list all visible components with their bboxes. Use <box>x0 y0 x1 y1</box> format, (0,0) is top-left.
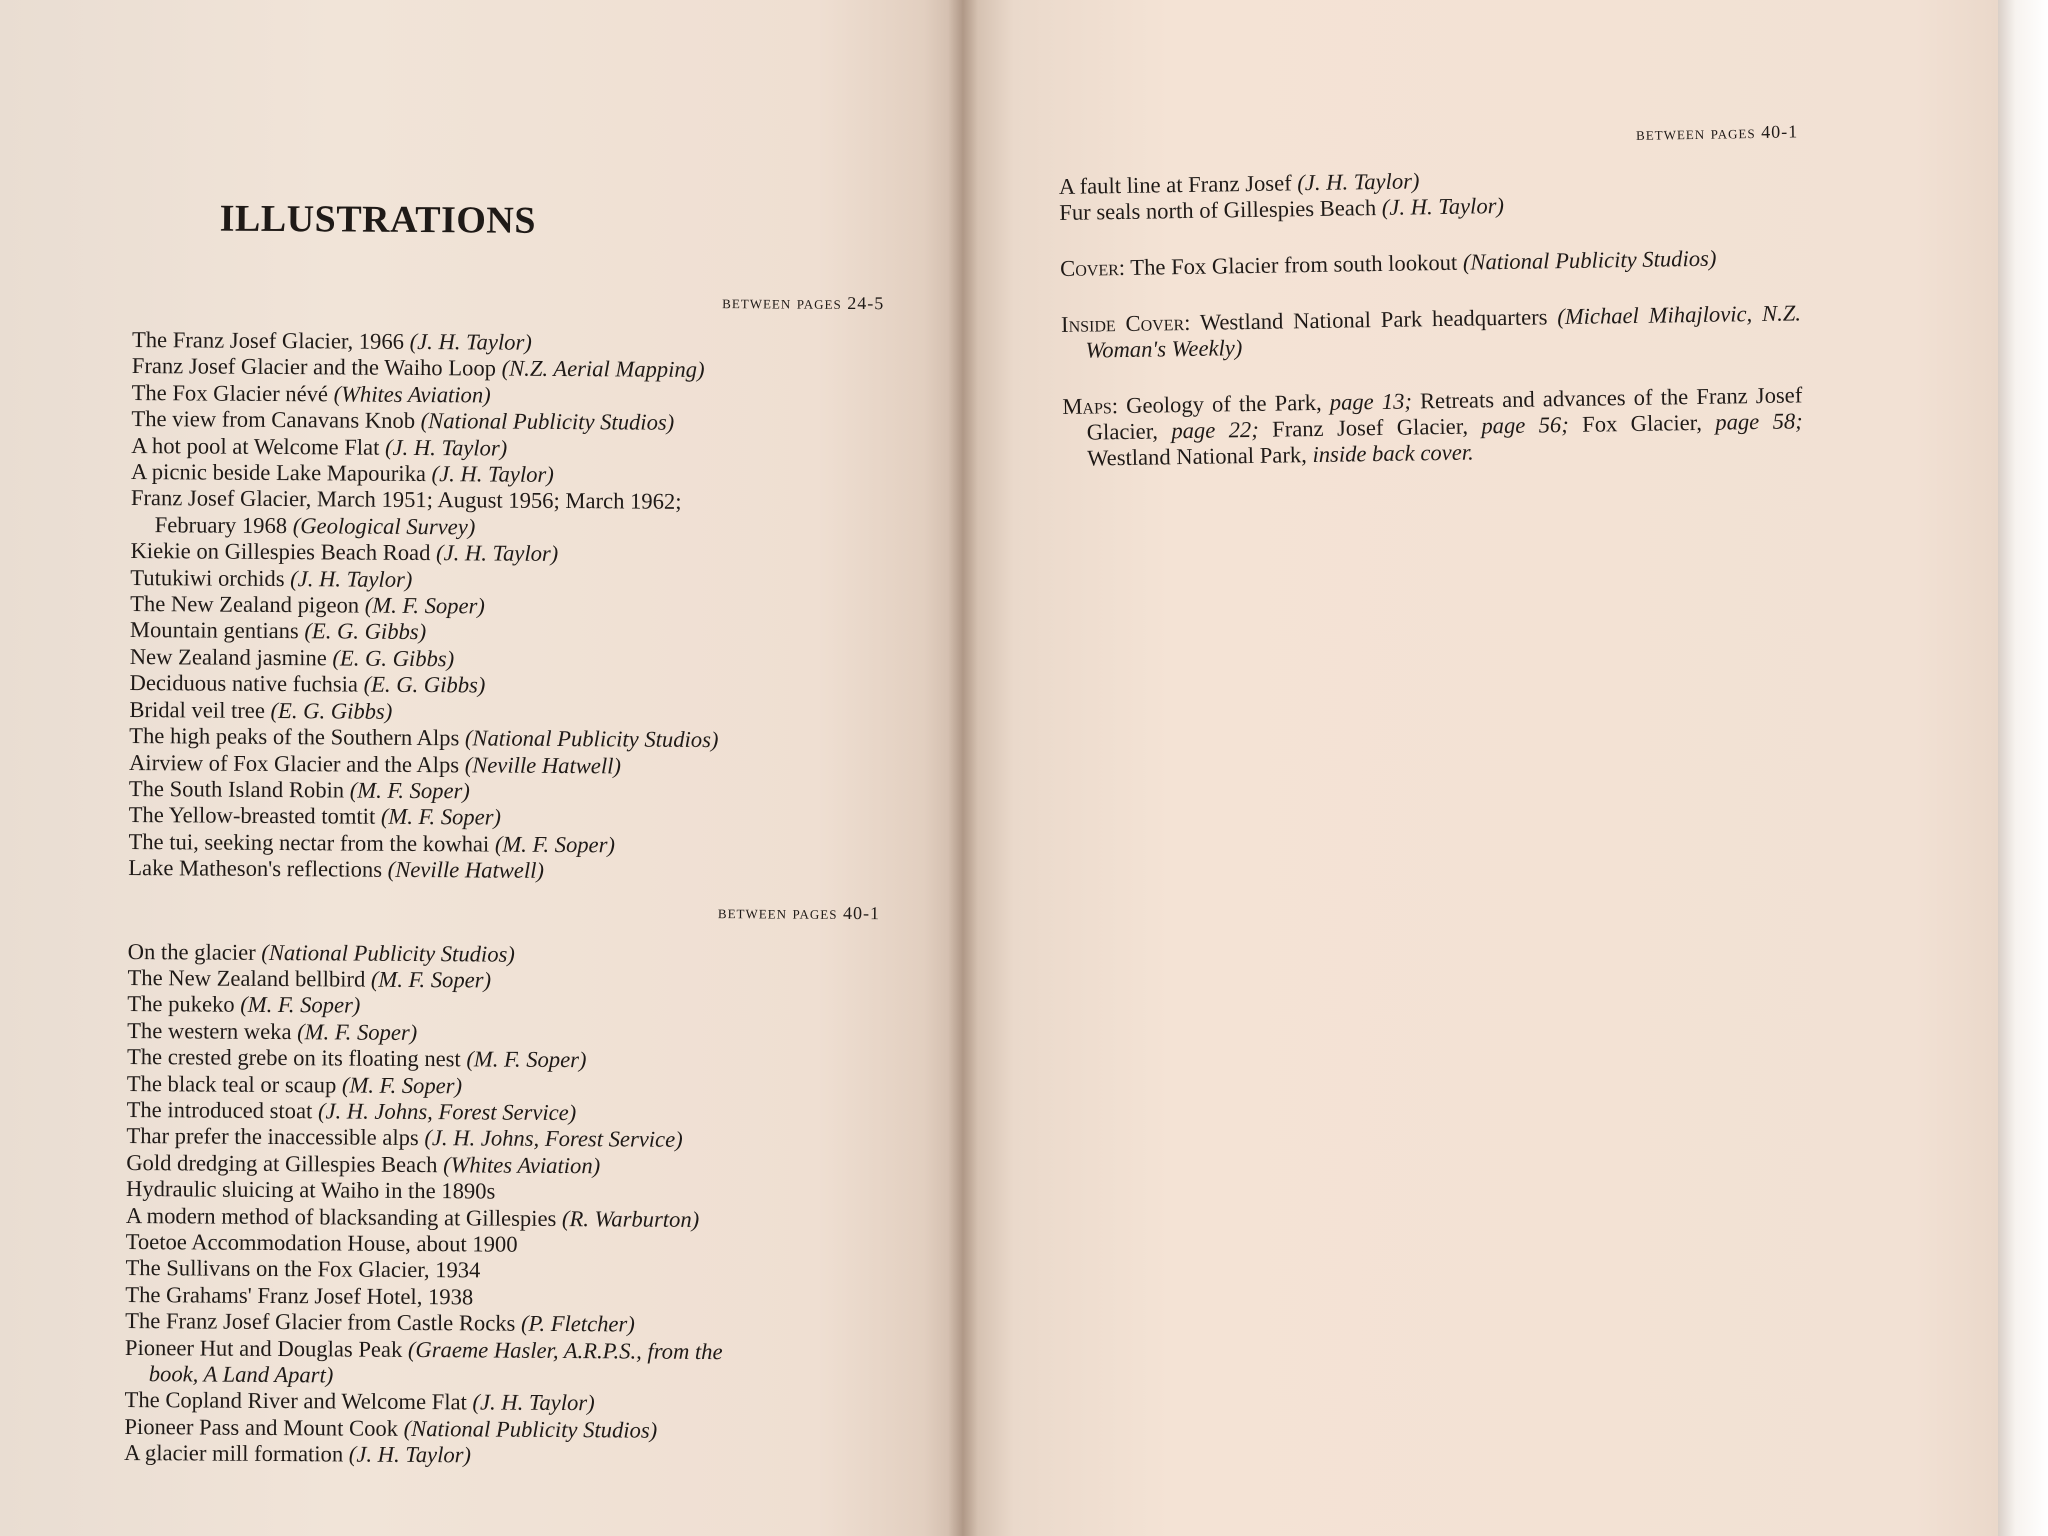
inside-cover-entry: Inside Cover: Westland National Park headquarters (Michael Mihajlovic, N.Z. Woman's Weekly) <box>1060 300 1802 363</box>
list-item: On the glacier (National Publicity Studios) <box>127 938 515 967</box>
list-item: Toetoe Accommodation House, about 1900 <box>125 1228 518 1257</box>
list-item: A picnic beside Lake Mapourika (J. H. Taylor) <box>130 459 554 487</box>
list-item: The Grahams' Franz Josef Hotel, 1938 <box>125 1281 474 1310</box>
list-item: The Fox Glacier névé (Whites Aviation) <box>131 379 491 408</box>
cover-entry: Cover: The Fox Glacier from south lookout (National Publicity Studios) <box>1059 245 1717 281</box>
list-item: A hot pool at Welcome Flat (J. H. Taylor) <box>131 432 508 461</box>
list-item: A glacier mill formation (J. H. Taylor) <box>124 1440 472 1468</box>
list-item: Fur seals north of Gillespies Beach (J. H. Taylor) <box>1059 193 1505 225</box>
list-item: A fault line at Franz Josef (J. H. Taylor) <box>1058 168 1420 199</box>
list-item: February 1968 (Geological Survey) <box>154 512 476 540</box>
page-title: ILLUSTRATIONS <box>219 197 537 242</box>
list-item: The Franz Josef Glacier, 1966 (J. H. Taylor) <box>131 326 532 355</box>
list-item: The high peaks of the Southern Alps (National Publicity Studios) <box>129 723 719 753</box>
list-item: book, A Land Apart) <box>148 1361 334 1388</box>
list-item: Thar prefer the inaccessible alps (J. H. Johns, Forest Service) <box>126 1123 683 1153</box>
list-item: The Sullivans on the Fox Glacier, 1934 <box>125 1255 481 1283</box>
list-item: The New Zealand bellbird (M. F. Soper) <box>127 964 492 993</box>
list-item: The tui, seeking nectar from the kowhai (M. F. Soper) <box>128 828 616 858</box>
list-item: The view from Canavans Knob (National Publicity Studios) <box>131 406 675 436</box>
list-item: Franz Josef Glacier and the Waiho Loop (N.Z. Aerial Mapping) <box>131 353 705 383</box>
section-heading-3: between pages 40-1 <box>1635 121 1799 144</box>
list-item: The introduced stoat (J. H. Johns, Forest Service) <box>126 1096 577 1126</box>
list-item: Airview of Fox Glacier and the Alps (Neville Hatwell) <box>128 749 622 778</box>
background-edge <box>1998 0 2048 1536</box>
list-item: The pukeko (M. F. Soper) <box>127 991 361 1018</box>
list-item: The crested grebe on its floating nest (M. F. Soper) <box>126 1044 587 1073</box>
list-item: Deciduous native fuchsia (E. G. Gibbs) <box>129 670 486 698</box>
list-item: The black teal or scaup (M. F. Soper) <box>126 1070 463 1098</box>
list-item: Franz Josef Glacier, March 1951; August 1956; March 1962; <box>130 485 682 515</box>
list-item: New Zealand jasmine (E. G. Gibbs) <box>129 643 455 672</box>
illustration-list-1 <box>128 327 892 887</box>
section-heading-1: between pages 24-5 <box>722 292 885 314</box>
list-item: Pioneer Hut and Douglas Peak (Graeme Hasler, A.R.P.S., from the <box>124 1334 723 1364</box>
list-item: Bridal veil tree (E. G. Gibbs) <box>129 696 393 724</box>
list-item: Gold dredging at Gillespies Beach (Whites Aviation) <box>126 1149 601 1179</box>
list-item: Lake Matheson's reflections (Neville Hatwell) <box>128 855 545 884</box>
list-item: The New Zealand pigeon (M. F. Soper) <box>130 591 485 619</box>
list-item: Hydraulic sluicing at Waiho in the 1890s <box>125 1176 496 1204</box>
book-gutter <box>948 0 978 1536</box>
list-item: Tutukiwi orchids (J. H. Taylor) <box>130 564 413 592</box>
list-item: Mountain gentians (E. G. Gibbs) <box>129 617 427 645</box>
right-page-text <box>1058 118 1803 472</box>
list-item: The Yellow-breasted tomtit (M. F. Soper) <box>128 802 502 830</box>
list-item: Kiekie on Gillespies Beach Road (J. H. Taylor) <box>130 538 559 567</box>
list-item: The Copland River and Welcome Flat (J. H. Taylor) <box>124 1387 595 1416</box>
list-item: A modern method of blacksanding at Gillespies (R. Warburton) <box>125 1202 700 1232</box>
section-heading-2: between pages 40-1 <box>717 901 881 923</box>
illustration-list-2 <box>124 939 888 1472</box>
left-page-text <box>124 196 893 1472</box>
maps-entry: Maps: Geology of the Park, page 13; Retreats and advances of the Franz Josef Glacier, page 22; Franz Josef Glacier, page 56; Fox Glacier, page 58; Westland National Park, inside back cover. <box>1062 382 1803 471</box>
list-item: Pioneer Pass and Mount Cook (National Publicity Studios) <box>124 1413 658 1443</box>
list-item: The Franz Josef Glacier from Castle Rocks (P. Fletcher) <box>125 1308 635 1337</box>
list-item: The western weka (M. F. Soper) <box>127 1017 418 1045</box>
list-item: The South Island Robin (M. F. Soper) <box>128 775 470 804</box>
